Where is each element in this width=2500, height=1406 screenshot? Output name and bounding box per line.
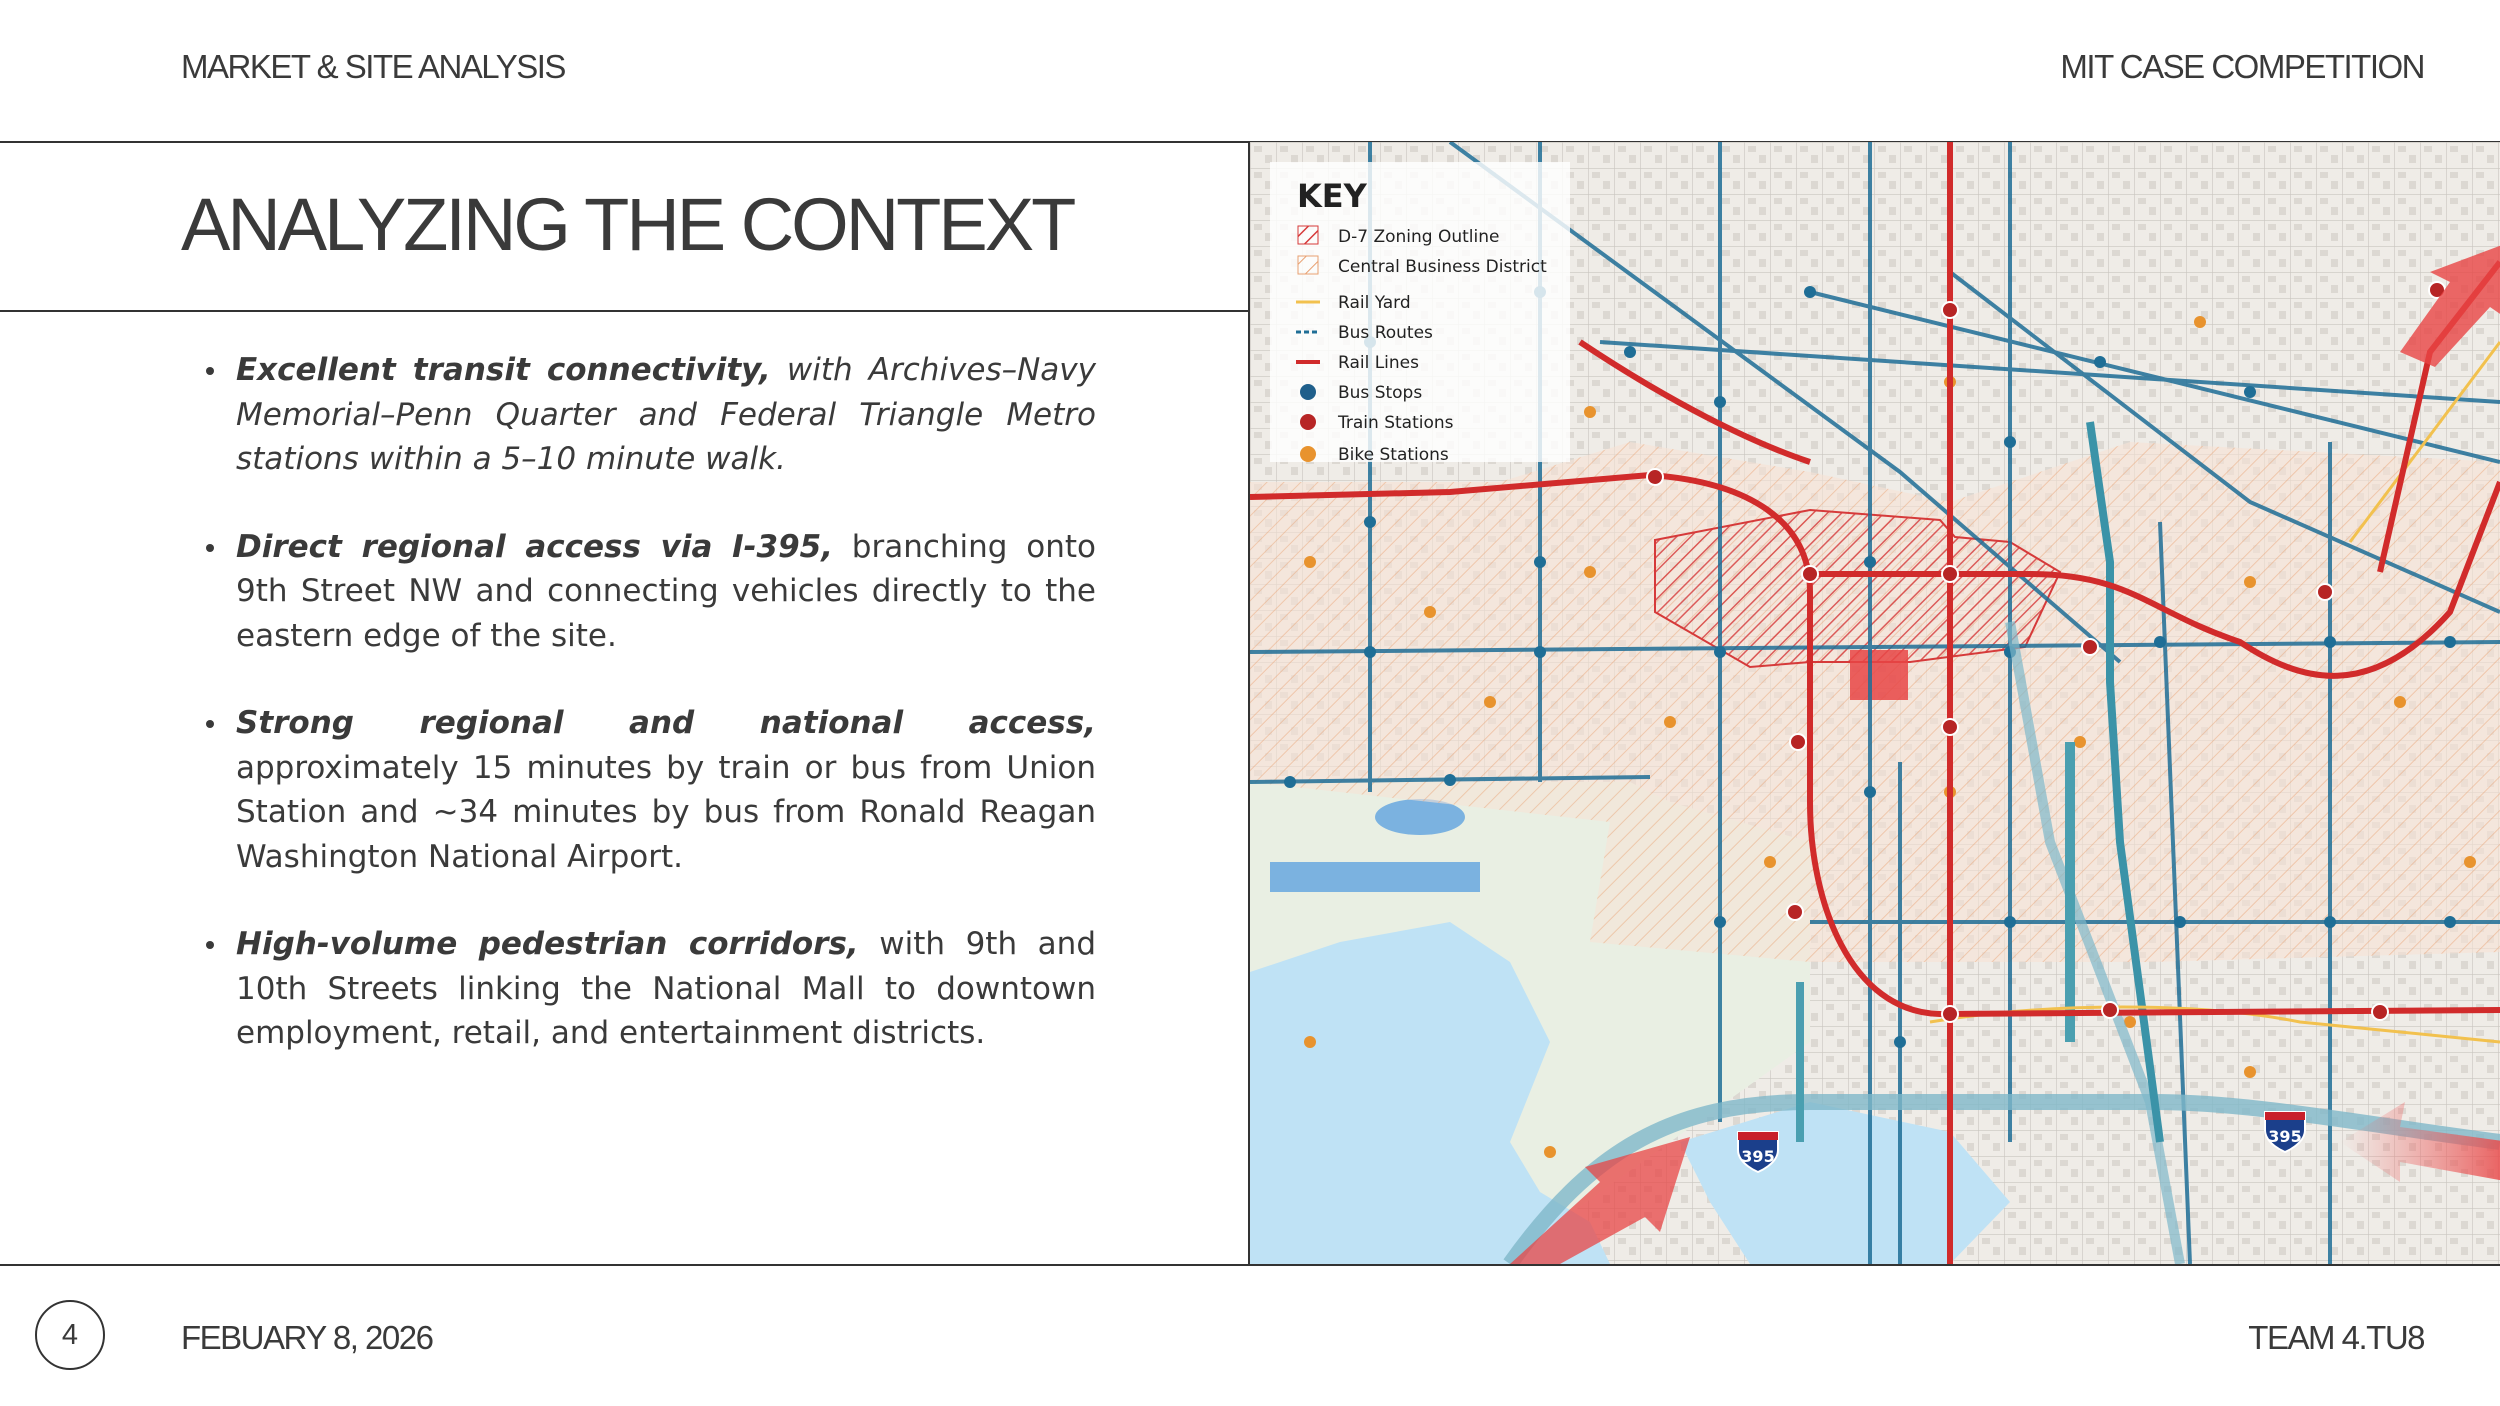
dot-red-icon [1300, 414, 1316, 430]
hatch-red-icon [1298, 226, 1318, 244]
pond [1375, 799, 1465, 835]
bullet-item [236, 701, 1096, 879]
key-label: Bus Stops [1338, 383, 1423, 403]
competition-label: MIT CASE COMPETITION [2060, 48, 2424, 85]
key-label: Rail Yard [1338, 293, 1411, 313]
map-svg [1250, 142, 2500, 1264]
bullet-icon [206, 941, 214, 949]
presentation-date: FEBUARY 8, 2026 [181, 1319, 433, 1356]
key-label: Rail Lines [1338, 353, 1419, 373]
bullet-item [236, 922, 1096, 1056]
reflecting-pool [1270, 862, 1480, 892]
page-title: ANALYZING THE CONTEXT [181, 183, 1074, 266]
bullet-lead: Direct regional access via I-395, [236, 528, 834, 565]
key-label: Bike Stations [1338, 445, 1449, 465]
key-label: Central Business District [1338, 257, 1547, 277]
bullet-item [236, 525, 1096, 659]
bullet-lead: High-volume pedestrian corridors, [236, 926, 859, 962]
key-label: Bus Routes [1338, 323, 1433, 343]
dot-orange-icon [1300, 446, 1316, 462]
bullet-text: with 9th and 10th Streets linking the National Mall to downtown employment, retail, and entertainment districts. [236, 926, 1096, 1051]
page-number: 4 [35, 1300, 105, 1370]
svg-text:395: 395 [1741, 1147, 1775, 1166]
bullet-text: approximately 15 minutes by train or bus from Union Station and ~34 minutes by bus from Ronald Reagan Washington National Airport. [236, 749, 1096, 875]
bullet-list [236, 348, 1096, 1099]
bullet-icon [206, 720, 214, 728]
bottom-divider [0, 1264, 2500, 1266]
key-label: Train Stations [1338, 413, 1454, 433]
bullet-lead: Excellent transit connectivity, [236, 352, 771, 388]
transit-context-map [1250, 142, 2500, 1264]
bullet-lead: Strong regional and national access, [236, 705, 1096, 741]
section-label: MARKET & SITE ANALYSIS [181, 48, 565, 85]
team-label: TEAM 4.TU8 [2248, 1319, 2424, 1356]
title-divider [0, 310, 1250, 312]
dot-blue-icon [1300, 384, 1316, 400]
project-site [1850, 650, 1908, 700]
bullet-text: with Archives–Navy Memorial–Penn Quarter and Federal Triangle Metro stations within a 5–10 minute walk. [236, 352, 1096, 477]
hatch-orange-icon [1298, 256, 1318, 274]
map-key [1270, 162, 1570, 465]
key-title: KEY [1297, 177, 1367, 215]
bullet-icon [206, 367, 214, 375]
bullet-text: branching onto 9th Street NW and connecting vehicles directly to the eastern edge of the site. [236, 528, 1096, 654]
bullet-icon [206, 544, 214, 552]
bullet-item [236, 348, 1096, 482]
svg-text:395: 395 [2268, 1127, 2302, 1146]
key-label: D-7 Zoning Outline [1338, 227, 1500, 247]
